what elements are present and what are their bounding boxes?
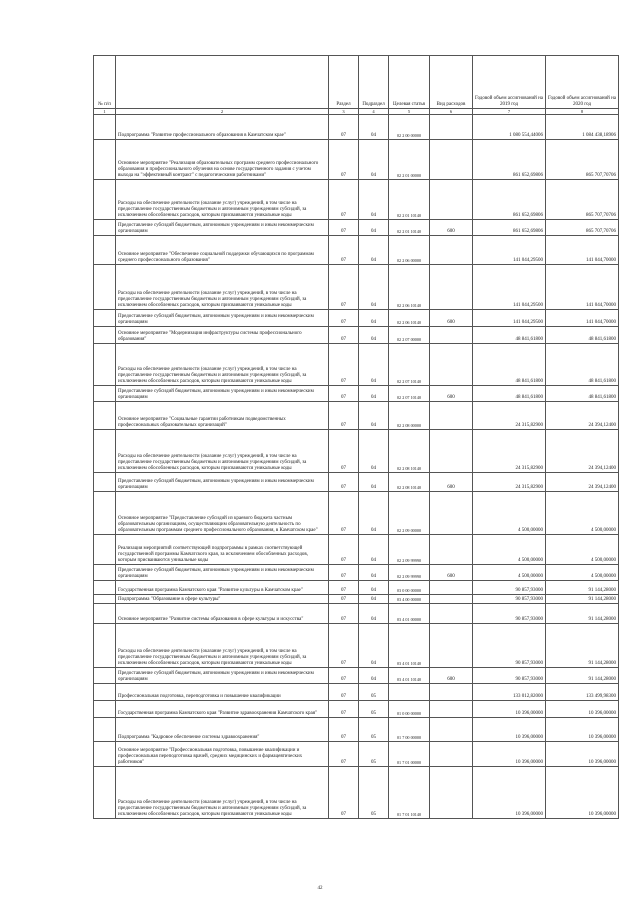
cell-name: Расходы на обеспечение деятельности (оказание услуг) учреждений, в том числе на предоставление государственным бюджетным и автономным учреждениям субсидий, за исключением обособленных расходов, которым присваиваются уникальные коды — [116, 430, 329, 473]
cell-y2020: 24 394,12400 — [546, 430, 619, 473]
cell-podrazdel: 04 — [359, 402, 389, 430]
cell-vid — [430, 265, 473, 310]
cell-name: Предоставление субсидий бюджетным, автономным учреждениям и иным некоммерческим организациям — [116, 386, 329, 402]
cell-razdel: 07 — [329, 386, 359, 402]
cell-code: 02 2 07 10140 — [389, 386, 430, 402]
cell-y2019: 90 857,93000 — [473, 668, 546, 684]
page-number: 42 — [317, 886, 323, 891]
cell-vid: 600 — [430, 668, 473, 684]
cell-num — [94, 565, 116, 581]
cell-razdel: 07 — [329, 140, 359, 180]
cell-podrazdel: 04 — [359, 344, 389, 386]
column-number: 4 — [359, 109, 389, 115]
header-celevaya-statya: Целевая статья — [389, 56, 430, 109]
cell-y2019: 10 396,00000 — [473, 701, 546, 718]
cell-razdel: 07 — [329, 624, 359, 668]
cell-podrazdel: 04 — [359, 565, 389, 581]
cell-y2019: 48 841,61800 — [473, 386, 546, 402]
cell-num — [94, 604, 116, 624]
column-number: 8 — [546, 109, 619, 115]
cell-podrazdel: 04 — [359, 535, 389, 565]
cell-razdel: 07 — [329, 668, 359, 684]
cell-name: Расходы на обеспечение деятельности (оказание услуг) учреждений, в том числе на предоставление государственным бюджетным и автономным учреждениям субсидий, за исключением обособленных расходов, которым присваиваются уникальные коды — [116, 180, 329, 220]
cell-code: 02 2 06 10140 — [389, 310, 430, 327]
cell-code: 02 2 01 10140 — [389, 220, 430, 236]
cell-razdel: 07 — [329, 310, 359, 327]
header-vid-raskhodov: Вид расходов — [430, 56, 473, 109]
cell-razdel: 07 — [329, 265, 359, 310]
cell-y2020: 141 044,70000 — [546, 265, 619, 310]
cell-num — [94, 767, 116, 819]
cell-podrazdel: 04 — [359, 115, 389, 140]
cell-name: Основное мероприятие "Социальные гарантии работникам подведомственных профессиональных образовательных организаций" — [116, 402, 329, 430]
table-row — [94, 327, 619, 344]
cell-vid: 600 — [430, 310, 473, 327]
cell-name: Расходы на обеспечение деятельности (оказание услуг) учреждений, в том числе на предоставление государственным бюджетным и автономным учреждениям субсидий, за исключением обособленных расходов, которым присваиваются уникальные коды — [116, 265, 329, 310]
cell-name: Основное мероприятие "Профессиональная подготовка, повышение квалификации и профессиональная переподготовка врачей, средних медицинских и фармацевтических работников" — [116, 742, 329, 767]
cell-num — [94, 742, 116, 767]
cell-y2020: 4 500,00000 — [546, 492, 619, 535]
cell-code: 02 2 08 10140 — [389, 473, 430, 492]
cell-y2019: 141 044,29500 — [473, 310, 546, 327]
header-razdel: Раздел — [329, 56, 359, 109]
cell-code: 02 2 09 99990 — [389, 535, 430, 565]
cell-vid: 600 — [430, 386, 473, 402]
cell-num — [94, 402, 116, 430]
column-number: 6 — [430, 109, 473, 115]
cell-y2020: 865 707,70706 — [546, 220, 619, 236]
cell-y2020: 10 396,00000 — [546, 718, 619, 742]
table-row — [94, 492, 619, 535]
cell-vid — [430, 604, 473, 624]
column-number: 7 — [473, 109, 546, 115]
cell-num — [94, 344, 116, 386]
cell-vid — [430, 581, 473, 595]
header-num: № п/п — [94, 56, 116, 109]
cell-y2020: 1 084 438,18906 — [546, 115, 619, 140]
cell-y2020: 48 841,61800 — [546, 327, 619, 344]
cell-razdel: 07 — [329, 684, 359, 701]
cell-vid — [430, 492, 473, 535]
cell-num — [94, 220, 116, 236]
cell-num — [94, 115, 116, 140]
cell-vid — [430, 742, 473, 767]
cell-name: Основное мероприятие "Модернизация инфраструктуры системы профессионального образования" — [116, 327, 329, 344]
cell-code: 02 2 06 00000 — [389, 236, 430, 265]
table-header — [94, 56, 619, 109]
cell-vid — [430, 180, 473, 220]
cell-podrazdel: 04 — [359, 668, 389, 684]
cell-vid — [430, 595, 473, 604]
cell-y2019: 133 012,82000 — [473, 684, 546, 701]
column-number: 1 — [94, 109, 116, 115]
cell-code: 02 2 01 00000 — [389, 140, 430, 180]
table-row — [94, 140, 619, 180]
header-amount-2019: Годовой объем ассигнований на 2019 год — [473, 56, 546, 109]
cell-y2020: 141 044,70000 — [546, 236, 619, 265]
cell-razdel: 07 — [329, 473, 359, 492]
cell-vid — [430, 115, 473, 140]
cell-y2020: 91 144,28000 — [546, 668, 619, 684]
cell-name: Расходы на обеспечение деятельности (оказание услуг) учреждений, в том числе на предоставление государственным бюджетным и автономным учреждениям субсидий, за исключением обособленных расходов, которым присваиваются уникальные коды — [116, 344, 329, 386]
cell-y2019: 4 500,00000 — [473, 565, 546, 581]
cell-y2020: 10 396,00000 — [546, 767, 619, 819]
header-podrazdel: Подраздел — [359, 56, 389, 109]
cell-num — [94, 624, 116, 668]
cell-y2020: 91 144,28000 — [546, 604, 619, 624]
cell-name: Основное мероприятие "Предоставление субсидий из краевого бюджета частным образовательным организациям, осуществляющим образовательную деятельность по образовательным программам среднего профессионального образования, в Камчатском крае" — [116, 492, 329, 535]
cell-podrazdel: 04 — [359, 220, 389, 236]
header-name — [116, 56, 329, 109]
cell-num — [94, 668, 116, 684]
cell-y2019: 90 857,93000 — [473, 581, 546, 595]
cell-y2019: 48 841,61800 — [473, 344, 546, 386]
cell-razdel: 07 — [329, 604, 359, 624]
cell-podrazdel: 04 — [359, 624, 389, 668]
cell-razdel: 07 — [329, 344, 359, 386]
table-row — [94, 718, 619, 742]
column-number: 2 — [116, 109, 329, 115]
cell-vid: 600 — [430, 565, 473, 581]
table-row — [94, 742, 619, 767]
cell-vid — [430, 344, 473, 386]
cell-razdel: 07 — [329, 535, 359, 565]
cell-razdel: 07 — [329, 402, 359, 430]
cell-podrazdel: 04 — [359, 180, 389, 220]
cell-name: Основное мероприятие "Развитие системы образования в сфере культуры и искусства" — [116, 604, 329, 624]
table-row — [94, 220, 619, 236]
cell-y2019: 4 500,00000 — [473, 535, 546, 565]
table-row — [94, 180, 619, 220]
cell-y2019: 861 652,69806 — [473, 220, 546, 236]
cell-code: 02 2 09 99990 — [389, 565, 430, 581]
cell-razdel: 07 — [329, 581, 359, 595]
cell-vid: 600 — [430, 473, 473, 492]
cell-podrazdel: 05 — [359, 767, 389, 819]
table-row — [94, 473, 619, 492]
cell-name: Предоставление субсидий бюджетным, автономным учреждениям и иным некоммерческим организациям — [116, 668, 329, 684]
cell-y2019: 90 857,93000 — [473, 595, 546, 604]
column-number: 3 — [329, 109, 359, 115]
cell-razdel: 07 — [329, 327, 359, 344]
cell-name: Подпрограмма "Образование в сфере культуры" — [116, 595, 329, 604]
cell-y2019: 4 500,00000 — [473, 492, 546, 535]
table-row — [94, 668, 619, 684]
cell-razdel: 07 — [329, 742, 359, 767]
cell-num — [94, 310, 116, 327]
cell-name: Государственная программа Камчатского края "Развитие культуры в Камчатском крае" — [116, 581, 329, 595]
cell-name: Профессиональная подготовка, переподготовка и повышение квалификации — [116, 684, 329, 701]
cell-y2019: 861 652,69806 — [473, 140, 546, 180]
cell-podrazdel: 04 — [359, 595, 389, 604]
cell-vid: 600 — [430, 220, 473, 236]
cell-razdel: 07 — [329, 236, 359, 265]
cell-code: 03 4 01 10140 — [389, 668, 430, 684]
cell-y2019: 10 396,00000 — [473, 718, 546, 742]
table-row — [94, 430, 619, 473]
cell-vid — [430, 402, 473, 430]
cell-vid — [430, 236, 473, 265]
table-row — [94, 624, 619, 668]
cell-num — [94, 327, 116, 344]
table-row — [94, 344, 619, 386]
cell-razdel: 07 — [329, 701, 359, 718]
cell-y2019: 141 044,29500 — [473, 265, 546, 310]
cell-code: 03 4 01 00000 — [389, 604, 430, 624]
cell-name: Подпрограмма "Развитие профессионального образования в Камчатском крае" — [116, 115, 329, 140]
cell-podrazdel: 04 — [359, 265, 389, 310]
cell-num — [94, 718, 116, 742]
cell-y2019: 10 396,00000 — [473, 742, 546, 767]
cell-y2020: 865 707,70706 — [546, 140, 619, 180]
cell-podrazdel: 04 — [359, 310, 389, 327]
table-row — [94, 535, 619, 565]
cell-name: Предоставление субсидий бюджетным, автономным учреждениям и иным некоммерческим организациям — [116, 220, 329, 236]
cell-code: 02 2 06 10140 — [389, 265, 430, 310]
cell-code: 01 7 01 10140 — [389, 767, 430, 819]
cell-y2020: 91 144,28000 — [546, 581, 619, 595]
cell-num — [94, 581, 116, 595]
cell-y2019: 1 080 554,44006 — [473, 115, 546, 140]
cell-podrazdel: 04 — [359, 386, 389, 402]
cell-name: Основное мероприятие "Реализация образовательных программ среднего профессионального образования и профессионального обучения на основе государственного задания с учетом выхода на "эффективный контракт" с педагогическими работниками" — [116, 140, 329, 180]
cell-vid — [430, 624, 473, 668]
cell-podrazdel: 04 — [359, 492, 389, 535]
cell-podrazdel: 04 — [359, 327, 389, 344]
cell-y2019: 24 315,82900 — [473, 473, 546, 492]
cell-y2020: 10 396,00000 — [546, 742, 619, 767]
cell-vid — [430, 140, 473, 180]
cell-vid — [430, 684, 473, 701]
cell-num — [94, 430, 116, 473]
cell-num — [94, 140, 116, 180]
table-row — [94, 310, 619, 327]
cell-razdel: 07 — [329, 115, 359, 140]
document-page — [93, 55, 618, 819]
column-number: 5 — [389, 109, 430, 115]
cell-podrazdel: 04 — [359, 473, 389, 492]
budget-table — [93, 55, 619, 819]
cell-vid — [430, 701, 473, 718]
cell-podrazdel: 04 — [359, 140, 389, 180]
cell-name: Предоставление субсидий бюджетным, автономным учреждениям и иным некоммерческим организациям — [116, 310, 329, 327]
cell-y2019: 48 841,61800 — [473, 327, 546, 344]
table-row — [94, 595, 619, 604]
cell-y2020: 141 044,70000 — [546, 310, 619, 327]
cell-y2020: 4 500,00000 — [546, 535, 619, 565]
cell-code: 02 2 08 00000 — [389, 402, 430, 430]
cell-y2019: 861 652,69806 — [473, 180, 546, 220]
cell-code: 01 7 01 00000 — [389, 742, 430, 767]
table-row — [94, 565, 619, 581]
cell-name: Подпрограмма "Кадровое обеспечение системы здравоохранения" — [116, 718, 329, 742]
cell-num — [94, 595, 116, 604]
cell-y2019: 24 315,82900 — [473, 402, 546, 430]
cell-podrazdel: 05 — [359, 701, 389, 718]
cell-name: Расходы на обеспечение деятельности (оказание услуг) учреждений, в том числе на предоставление государственным бюджетным и автономным учреждениям субсидий, за исключением обособленных расходов, которым присваиваются уникальные коды — [116, 767, 329, 819]
cell-y2020: 24 394,12400 — [546, 402, 619, 430]
cell-num — [94, 701, 116, 718]
cell-code: 02 2 00 00000 — [389, 115, 430, 140]
cell-code: 03 4 01 10140 — [389, 624, 430, 668]
cell-razdel: 07 — [329, 430, 359, 473]
cell-num — [94, 265, 116, 310]
cell-code: 03 0 00 00000 — [389, 581, 430, 595]
cell-podrazdel: 04 — [359, 430, 389, 473]
cell-code: 03 4 00 00000 — [389, 595, 430, 604]
cell-name: Предоставление субсидий бюджетным, автономным учреждениям и иным некоммерческим организациям — [116, 565, 329, 581]
table-row — [94, 767, 619, 819]
cell-razdel: 07 — [329, 767, 359, 819]
cell-razdel: 07 — [329, 220, 359, 236]
cell-num — [94, 180, 116, 220]
cell-podrazdel: 05 — [359, 742, 389, 767]
cell-podrazdel: 04 — [359, 581, 389, 595]
cell-razdel: 07 — [329, 595, 359, 604]
cell-vid — [430, 535, 473, 565]
cell-code: 02 2 08 10140 — [389, 430, 430, 473]
cell-y2020: 865 707,70706 — [546, 180, 619, 220]
cell-num — [94, 684, 116, 701]
cell-y2019: 141 044,29500 — [473, 236, 546, 265]
cell-num — [94, 535, 116, 565]
cell-podrazdel: 05 — [359, 684, 389, 701]
cell-name: Предоставление субсидий бюджетным, автономным учреждениям и иным некоммерческим организациям — [116, 473, 329, 492]
cell-y2020: 48 841,61800 — [546, 386, 619, 402]
cell-num — [94, 492, 116, 535]
cell-razdel: 07 — [329, 180, 359, 220]
cell-y2019: 24 315,82900 — [473, 430, 546, 473]
cell-y2020: 10 396,00000 — [546, 701, 619, 718]
cell-podrazdel: 05 — [359, 718, 389, 742]
table-row — [94, 402, 619, 430]
cell-y2019: 10 396,00000 — [473, 767, 546, 819]
cell-vid — [430, 327, 473, 344]
cell-razdel: 07 — [329, 565, 359, 581]
cell-code: 01 0 00 00000 — [389, 701, 430, 718]
cell-num — [94, 473, 116, 492]
cell-num — [94, 386, 116, 402]
cell-y2019: 90 857,93000 — [473, 604, 546, 624]
table-row — [94, 604, 619, 624]
table-body — [94, 109, 619, 819]
table-row — [94, 701, 619, 718]
cell-code: 02 2 07 10140 — [389, 344, 430, 386]
cell-y2020: 91 144,28000 — [546, 595, 619, 604]
cell-code: 02 2 01 10140 — [389, 180, 430, 220]
table-row — [94, 236, 619, 265]
cell-vid — [430, 430, 473, 473]
cell-y2019: 90 857,93000 — [473, 624, 546, 668]
table-row — [94, 265, 619, 310]
cell-razdel: 07 — [329, 718, 359, 742]
cell-vid — [430, 718, 473, 742]
cell-code: 02 2 07 00000 — [389, 327, 430, 344]
table-row — [94, 684, 619, 701]
cell-code: 01 7 00 00000 — [389, 718, 430, 742]
cell-podrazdel: 04 — [359, 604, 389, 624]
table-row — [94, 115, 619, 140]
cell-name: Реализация мероприятий соответствующей подпрограммы в рамках соответствующей государственной программы Камчатского края, за исключением обособленных расходов, которым присваиваются уникальные коды — [116, 535, 329, 565]
cell-name: Основное мероприятие "Обеспечение социальной поддержки обучающихся по программам среднего профессионального образования" — [116, 236, 329, 265]
table-row — [94, 581, 619, 595]
cell-code — [389, 684, 430, 701]
cell-code: 02 2 09 00000 — [389, 492, 430, 535]
cell-y2020: 4 500,00000 — [546, 565, 619, 581]
cell-y2020: 133 499,98300 — [546, 684, 619, 701]
cell-podrazdel: 04 — [359, 236, 389, 265]
cell-y2020: 48 841,61800 — [546, 344, 619, 386]
cell-y2020: 24 394,12400 — [546, 473, 619, 492]
cell-vid — [430, 767, 473, 819]
header-amount-2020: Годовой объем ассигнований на 2020 год — [546, 56, 619, 109]
table-row — [94, 386, 619, 402]
cell-razdel: 07 — [329, 492, 359, 535]
cell-name: Государственная программа Камчатского края "Развитие здравоохранения Камчатского края" — [116, 701, 329, 718]
cell-num — [94, 236, 116, 265]
cell-name: Расходы на обеспечение деятельности (оказание услуг) учреждений, в том числе на предоставление государственным бюджетным и автономным учреждениям субсидий, за исключением обособленных расходов, которым присваиваются уникальные коды — [116, 624, 329, 668]
cell-y2020: 91 144,28000 — [546, 624, 619, 668]
